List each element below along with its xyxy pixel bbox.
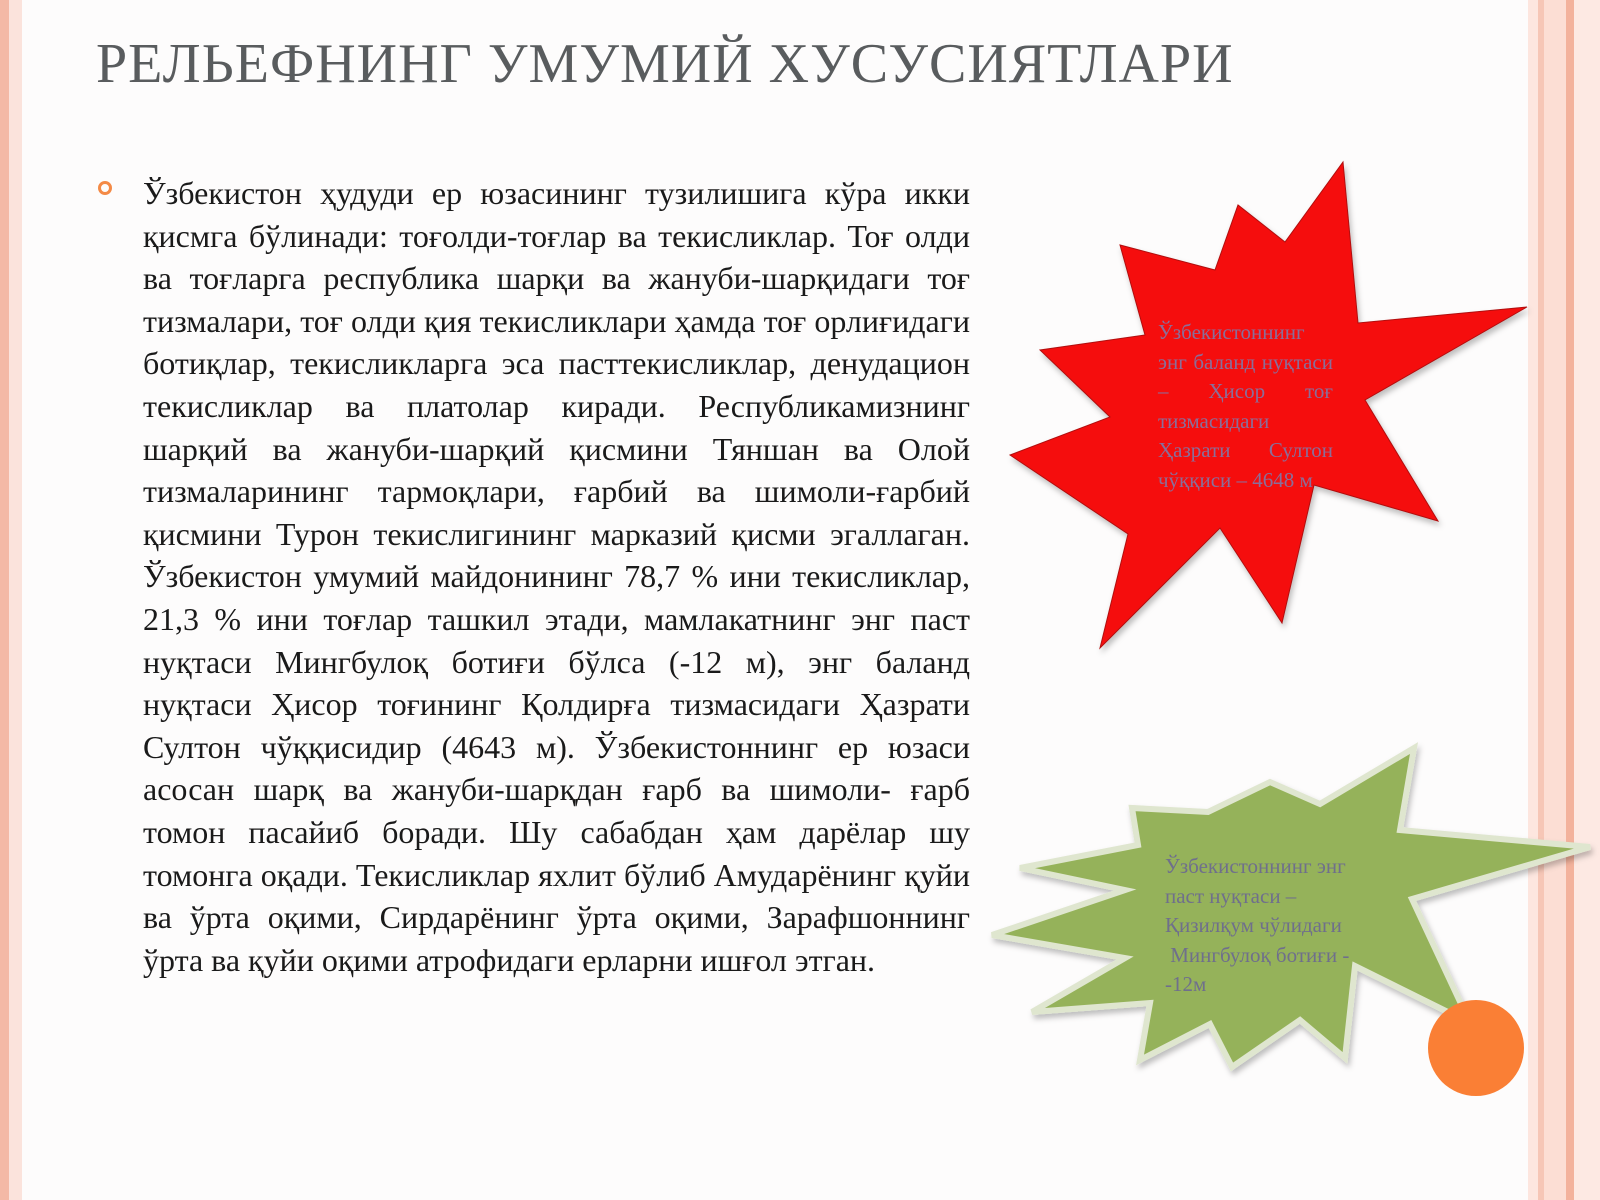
orange-accent-circle [1428, 1000, 1524, 1096]
lowest-point-callout-text: Ўзбекистоннинг энг паст нуқтаси – Қизилқум чўлидаги Мингбулоқ ботиғи - -12м [1165, 854, 1350, 996]
slide-title: РЕЛЬЕФНИНГ УМУМИЙ ХУСУСИЯТЛАРИ [96, 33, 1234, 95]
highest-point-callout-text: Ўзбекистоннинг энг баланд нуқтаси – Ҳисор тоғ тизмасидаги Ҳазрати Султон чўққиси – 4648 м [1158, 320, 1333, 492]
body-paragraph: Ўзбекистон ҳудуди ер юзасининг тузилишига кўра икки қисмга бўлинади: тоғолди-тоғлар ва текисликлар. Тоғ олди ва тоғларга республика шарқи ва жануби-шарқидаги тоғ тизмалари, тоғ олди қия текисликлари ҳамда тоғ орлиғидаги ботиқлар, текисликларга эса пасттекисликлар, денудацион текисликлар ва платолар киради. Республикамизнинг шарқий ва жануби-шарқий қисмини Тяншан ва Олой тизмаларининг тармоқлари, ғарбий ва шимоли-ғарбий қисмини Турон текислигининг марказий қисми эгаллаган. Ўзбекистон умумий майдонининг 78,7 % ини текисликлар, 21,3 % ини тоғлар ташкил этади, мамлакатнинг энг паст нуқтаси Мингбулоқ ботиғи бўлса (-12 м), энг баланд нуқтаси Ҳисор тоғининг Қолдирға тизмасидаги Ҳазрати Султон чўққисидир (4643 м). Ўзбекистоннинг ер юзаси асосан шарқ ва жануби-шарқдан ғарб ва шимоли- ғарб томон пасайиб боради. Шу сабабдан ҳам дарёлар шу томонга оқади. Текисликлар яхлит бўлиб Амударёнинг қуйи ва ўрта оқими, Сирдарёнинг ўрта оқими, Зарафшоннинг ўрта ва қуйи оқими атрофидаги ерларни ишғол этган. [143, 175, 970, 978]
